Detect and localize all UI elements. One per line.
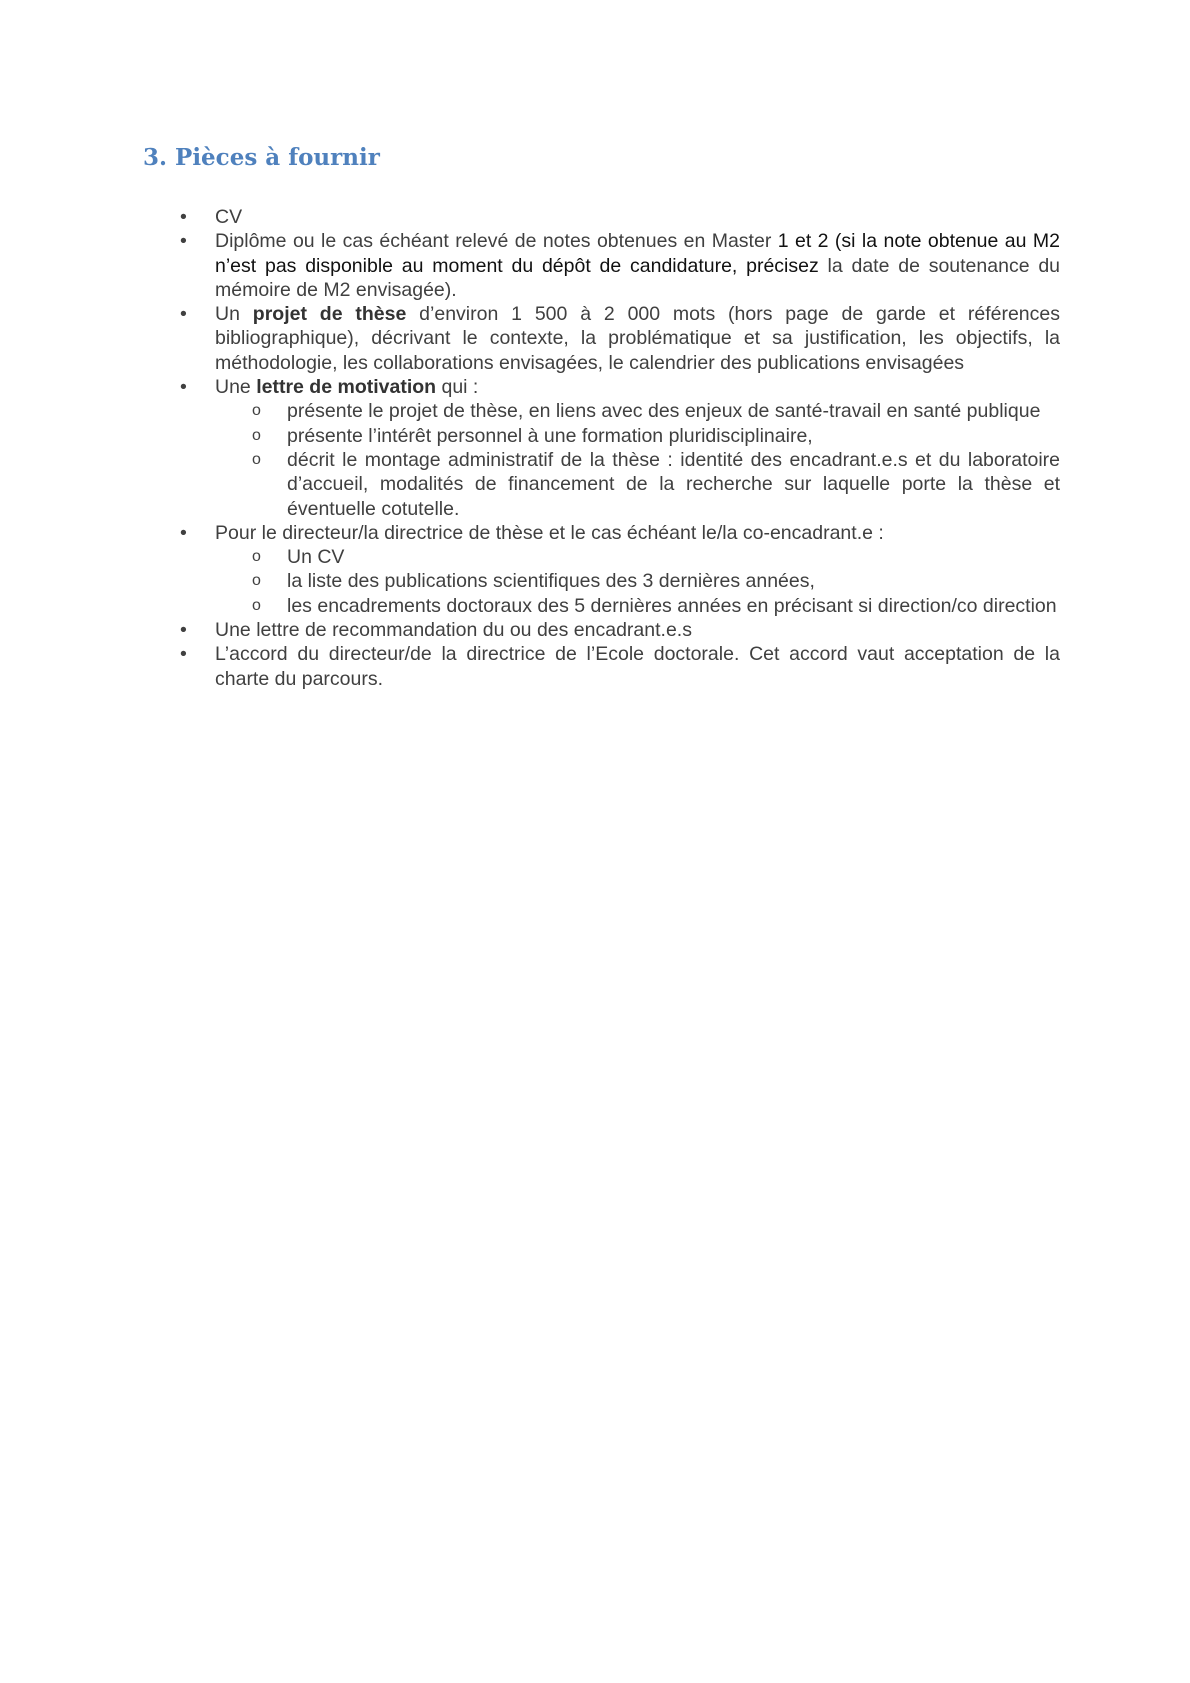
list-item-cv (0, 205, 1060, 229)
requirements-list (0, 205, 1060, 691)
list-item-directeur (0, 521, 1060, 618)
sub-item: o présente le projet de thèse, en liens avec des enjeux de santé-travail en santé publique (215, 399, 1060, 423)
item-text: CV (215, 206, 243, 228)
item-text: d’environ 1 500 à 2 000 mots (hors page de garde et références bibliographique), décrivant le contexte, la problématique et sa justification, les objectifs, la méthodologie, les collaborations envisagées, le calendrier des publications envisagées (215, 303, 1060, 374)
list-item-recommandation (0, 618, 1060, 642)
list-item-projet (0, 302, 1060, 375)
list-item-diplome (0, 229, 1060, 302)
sub-item: o présente l’intérêt personnel à une formation pluridisciplinaire, (215, 424, 1060, 448)
item-text: la date de soutenance du mémoire de M2 envisagée). (215, 254, 1061, 301)
item-text: L’accord du directeur/de la directrice de l’Ecole doctorale. Cet accord vaut acceptation de la charte du parcours. (215, 643, 1060, 690)
sub-item: o les encadrements doctoraux des 5 dernières années en précisant si direction/co direction (215, 594, 1060, 618)
item-text: Pour le directeur/la directrice de thèse et le cas échéant le/la co-encadrant.e : (215, 521, 884, 544)
item-text: qui : (436, 376, 479, 399)
item-text: Un (215, 303, 253, 326)
item-text: Diplôme ou le cas échéant relevé de notes obtenues en Master (215, 230, 778, 253)
item-text-emphasis: 1 et 2 (si la note obtenue au M2 n’est pas disponible au moment du dépôt de candidature, précisez (215, 230, 1060, 277)
directeur-sub-list (215, 545, 1060, 618)
sub-item: o la liste des publications scientifiques des 3 dernières années, (215, 569, 1060, 593)
section-heading: 3. Pièces à fournir (143, 144, 380, 171)
item-text: Une lettre de recommandation du ou des encadrant.e.s (215, 619, 692, 642)
sub-item: o décrit le montage administratif de la thèse : identité des encadrant.e.s et du laboratoire d’accueil, modalités de financement de la recherche sur laquelle porte la thèse et éventuelle cotutelle. (215, 448, 1060, 521)
list-item-accord (0, 642, 1060, 691)
list-item-lettre (0, 375, 1060, 521)
sub-item: o Un CV (215, 545, 1060, 569)
item-bold: lettre de motivation (256, 376, 437, 399)
lettre-sub-list (215, 399, 1060, 520)
item-text: Une (215, 376, 257, 399)
item-bold: projet de thèse (252, 303, 407, 326)
